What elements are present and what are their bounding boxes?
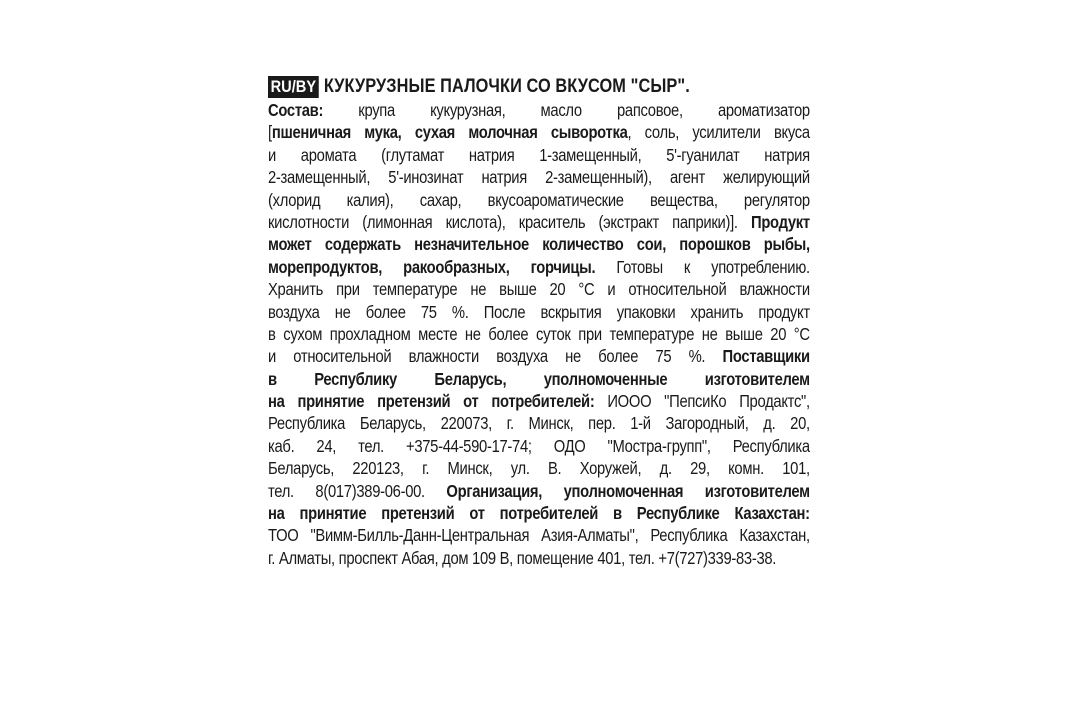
bold-segment: Организация, уполномоченная изготовителем — [446, 480, 810, 501]
text-segment: в сухом прохладном месте не более суток при температуре не выше 20 °С — [268, 323, 810, 344]
text-line — [268, 524, 810, 546]
text-line — [268, 368, 810, 390]
bold-segment: Продукт — [750, 211, 810, 232]
bold-segment: Состав: — [268, 100, 324, 120]
text-segment: 2-замещенный, 5'-инозинат натрия 2-замещенный), агент желирующий — [268, 167, 810, 188]
text-line — [268, 457, 810, 479]
text-line — [268, 390, 810, 412]
text-line — [268, 435, 810, 457]
text-segment: каб. 24, тел. +375-44-590-17-74; ОДО "Мостра-групп", Республика — [268, 435, 810, 456]
language-badge: RU/BY — [268, 76, 319, 98]
text-line — [268, 189, 810, 211]
bold-segment: Поставщики — [722, 346, 810, 367]
text-line — [268, 256, 810, 278]
text-line — [268, 480, 810, 502]
label-body — [268, 99, 810, 569]
text-line — [268, 547, 810, 569]
text-line — [268, 233, 810, 255]
text-line — [268, 278, 810, 300]
text-segment: , соль, усилители вкуса — [627, 122, 810, 143]
label-title-row — [268, 75, 810, 99]
text-line — [268, 166, 810, 188]
text-segment: Беларусь, 220123, г. Минск, ул. В. Хоружей, д. 29, комн. 101, — [268, 458, 810, 479]
text-segment: и аромата (глутамат натрия 1-замещенный, 5'-гуанилат натрия — [268, 144, 810, 165]
product-title: КУКУРУЗНЫЕ ПАЛОЧКИ СО ВКУСОМ "СЫР". — [323, 76, 690, 97]
text-segment: и относительной влажности воздуха не более 75 %. — [268, 346, 723, 367]
text-segment: воздуха не более 75 %. После вскрытия упаковки хранить продукт — [268, 301, 810, 322]
text-segment: ТОО "Вимм-Билль-Данн-Центральная Азия-Алматы", Республика Казахстан, — [268, 525, 810, 546]
text-segment: кислотности (лимонная кислота), краситель (экстракт паприки)]. — [268, 211, 751, 232]
text-line — [268, 121, 810, 143]
text-segment: ИООО "ПепсиКо Продактс", — [594, 391, 810, 412]
text-segment: крупа кукурузная, масло рапсовое, ароматизатор — [323, 100, 810, 120]
text-segment: Хранить при температуре не выше 20 °С и относительной влажности — [268, 279, 810, 300]
bold-segment: на принятие претензий от потребителей в Республике Казахстан: — [268, 503, 810, 524]
text-line — [268, 323, 810, 345]
text-line — [268, 345, 810, 367]
text-line — [268, 99, 810, 121]
text-segment: Готовы к употреблению. — [595, 256, 810, 277]
bold-segment: может содержать незначительное количество сои, порошков рыбы, — [268, 234, 810, 255]
text-segment: тел. 8(017)389-06-00. — [268, 480, 447, 501]
text-line — [268, 301, 810, 323]
text-line — [268, 502, 810, 524]
text-segment: г. Алматы, проспект Абая, дом 109 В, помещение 401, тел. +7(727)339-83-38. — [268, 547, 777, 568]
text-line — [268, 412, 810, 434]
bold-segment: в Республику Беларусь, уполномоченные изготовителем — [268, 368, 810, 389]
text-segment: (хлорид калия), сахар, вкусоароматические вещества, регулятор — [268, 189, 810, 210]
text-segment: Республика Беларусь, 220073, г. Минск, пер. 1-й Загородный, д. 20, — [268, 413, 810, 434]
text-line — [268, 211, 810, 233]
product-label-text — [268, 75, 810, 569]
bold-segment: пшеничная мука, сухая молочная сыворотка — [271, 122, 628, 143]
bold-segment: морепродуктов, ракообразных, горчицы. — [268, 256, 596, 277]
text-line — [268, 144, 810, 166]
bold-segment: на принятие претензий от потребителей: — [268, 391, 595, 412]
text-segment: [ — [268, 122, 272, 143]
